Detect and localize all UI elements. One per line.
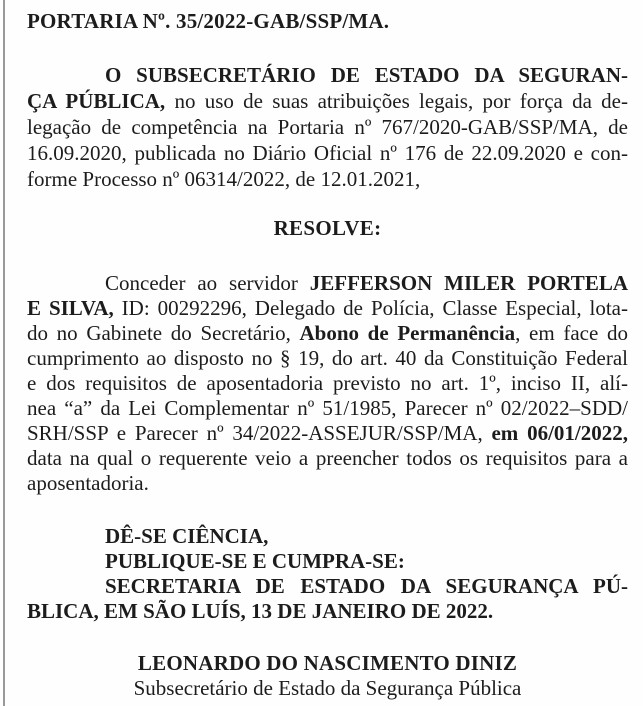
text-segment: data na qual o requerente veio a preencher todos os requisitos para a — [27, 446, 628, 470]
text-segment: , em face do — [515, 321, 628, 345]
text-segment: no uso de suas atribuições legais, por força da de- — [165, 89, 628, 113]
bold-text-segment: DÊ-SE CIÊNCIA, — [105, 524, 269, 548]
bold-text-segment: O SUBSECRETÁRIO DE ESTADO DA SEGURAN- — [105, 63, 628, 87]
text-line — [27, 271, 628, 296]
text-line — [27, 62, 628, 88]
bold-text-segment: SECRETARIA DE ESTADO DA SEGURANÇA PÚ- — [105, 574, 628, 598]
signature-role: Subsecretário de Estado da Segurança Pública — [133, 676, 522, 700]
text-line — [27, 396, 628, 421]
text-segment: SRH/SSP e Parecer nº 34/2022-ASSEJUR/SSP/MA, — [27, 421, 492, 445]
bold-text-segment: em 06/01/2022, — [491, 421, 629, 445]
preamble-paragraph — [27, 62, 628, 192]
document-title: PORTARIA Nº. 35/2022-GAB/SSP/MA. — [27, 9, 390, 33]
text-line — [27, 421, 628, 446]
text-segment: nea “a” da Lei Complementar nº 51/1985, Parecer nº 02/2022–SDD/ — [27, 396, 628, 420]
text-line — [27, 599, 628, 624]
text-line — [27, 321, 628, 346]
column-rule — [3, 0, 5, 706]
text-line — [27, 471, 628, 496]
text-line — [27, 88, 628, 114]
bold-text-segment: E SILVA, — [27, 296, 114, 320]
text-line — [27, 296, 628, 321]
text-line — [27, 346, 628, 371]
bold-text-segment: PUBLIQUE-SE E CUMPRA-SE: — [105, 549, 405, 573]
signature-name: LEONARDO DO NASCIMENTO DINIZ — [137, 651, 518, 675]
text-segment: cumprimento ao disposto no § 19, do art. 40 da Constituição Federal — [27, 346, 628, 370]
resolution-paragraph — [27, 271, 628, 496]
text-segment: 16.09.2020, publicada no Diário Oficial nº 176 de 22.09.2020 e con- — [27, 141, 628, 165]
text-line — [27, 446, 628, 471]
text-segment: e dos requisitos de aposentadoria previsto no art. 1º, inciso II, alí- — [27, 371, 628, 395]
text-line — [27, 524, 628, 549]
document-content — [27, 8, 628, 701]
closing-block — [27, 524, 628, 624]
text-segment: aposentadoria. — [27, 471, 149, 495]
text-line — [27, 140, 628, 166]
text-segment: legação de competência na Portaria nº 767/2020-GAB/SSP/MA, de — [27, 115, 628, 139]
bold-text-segment: ÇA PÚBLICA, — [27, 89, 166, 113]
text-segment: do no Gabinete do Secretário, — [27, 321, 300, 345]
text-segment: ID: 00292296, Delegado de Polícia, Classe Especial, lota- — [113, 296, 629, 320]
text-segment: Conceder ao servidor — [105, 271, 310, 295]
bold-text-segment: BLICA, EM SÃO LUÍS, 13 DE JANEIRO DE 2022. — [27, 599, 494, 623]
bold-text-segment: Abono de Permanência — [299, 321, 516, 345]
text-line — [27, 574, 628, 599]
bold-text-segment: JEFFERSON MILER PORTELA — [309, 271, 628, 295]
text-segment: forme Processo nº 06314/2022, de 12.01.2021, — [27, 167, 421, 191]
text-line — [27, 549, 628, 574]
resolve-heading: RESOLVE: — [273, 216, 382, 240]
text-line — [27, 114, 628, 140]
text-line — [27, 371, 628, 396]
text-line — [27, 166, 628, 192]
